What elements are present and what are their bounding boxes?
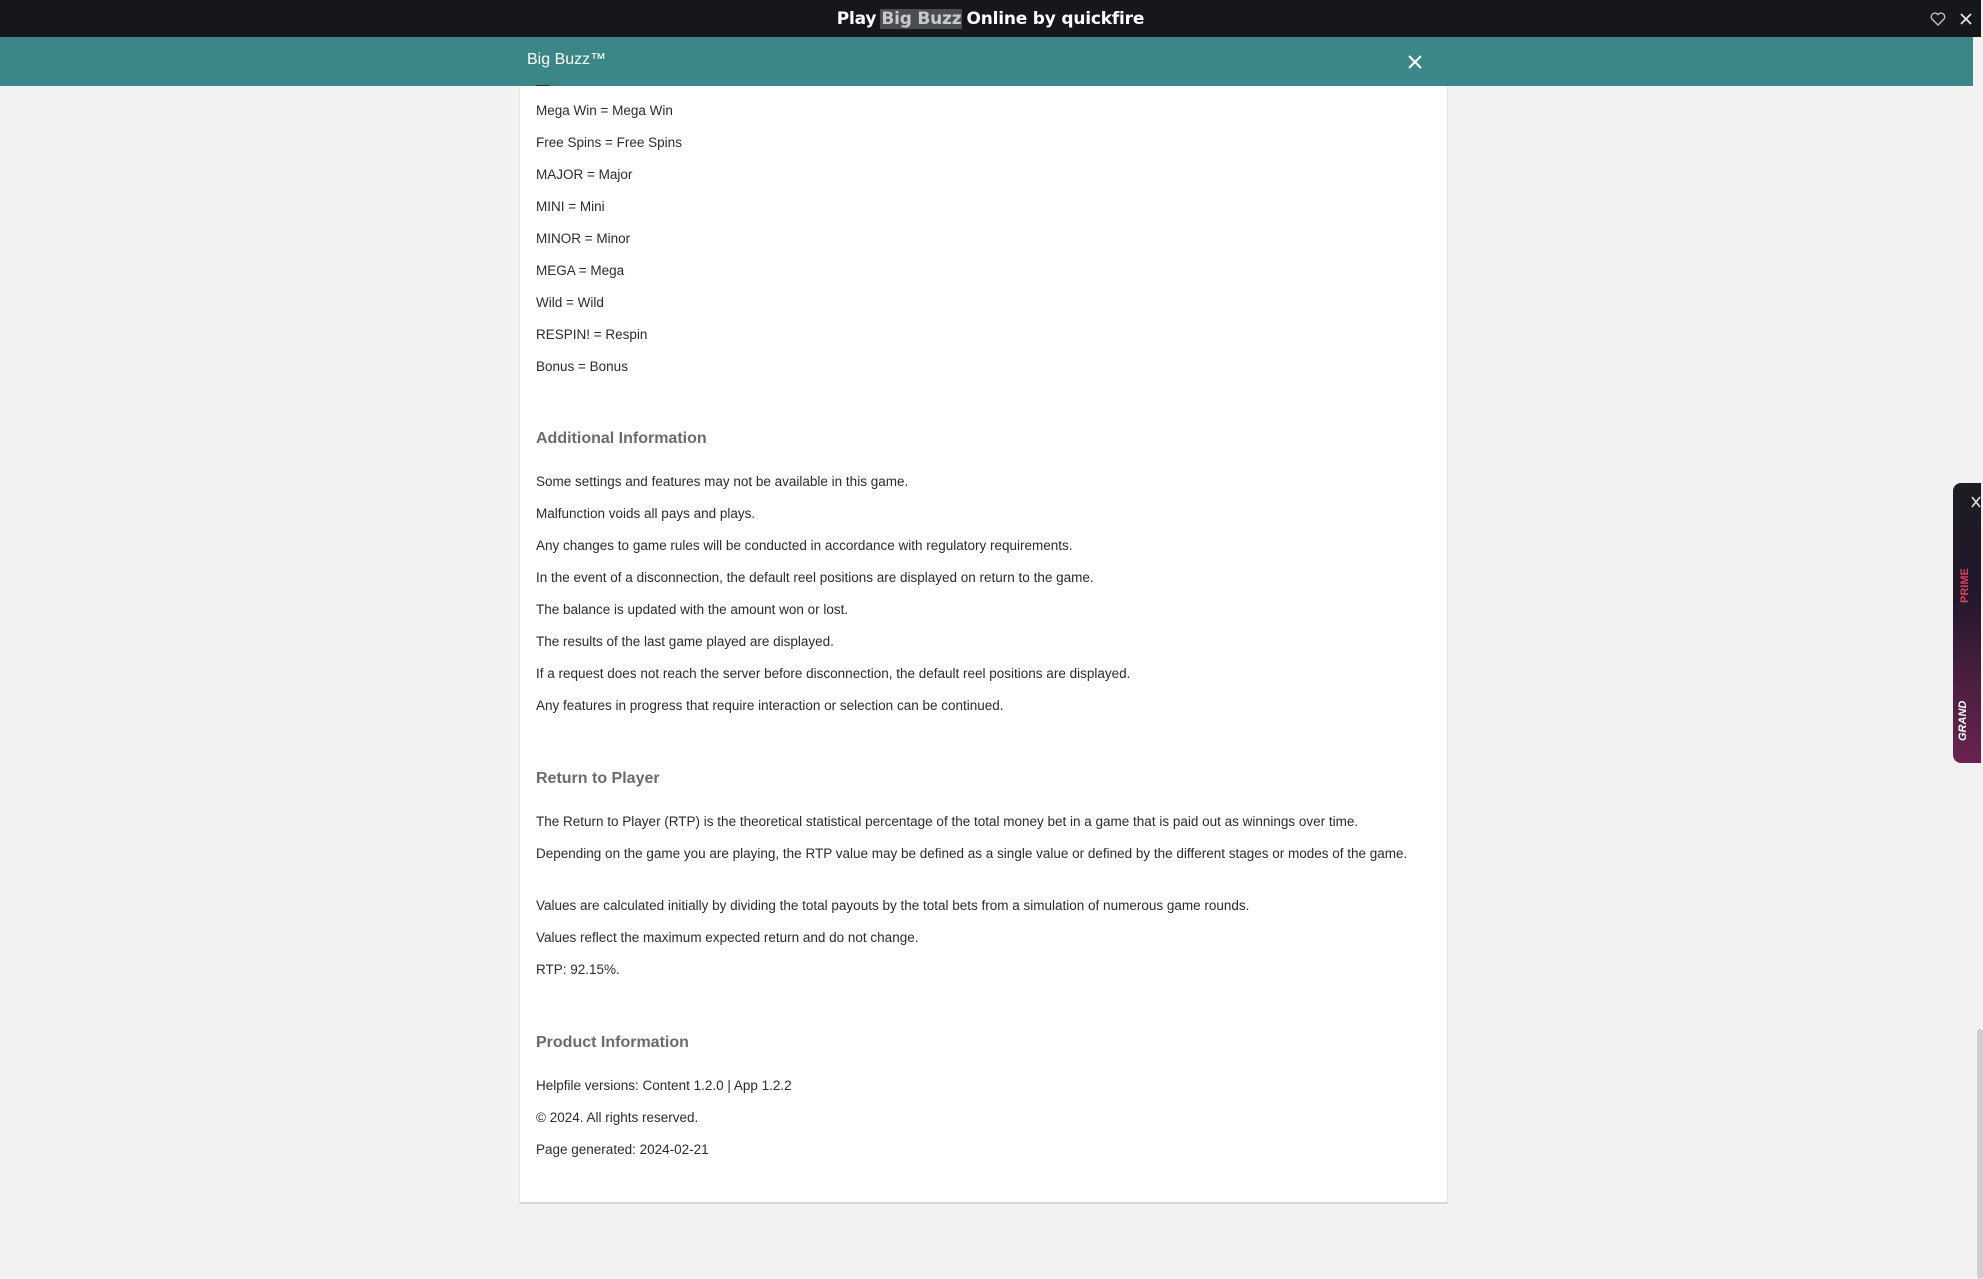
info-line: The balance is updated with the amount won or lost. <box>536 602 849 617</box>
symbol-item: MAJOR = Major <box>536 167 633 182</box>
rtp-line: Values reflect the maximum expected return and do not change. <box>536 930 919 945</box>
close-icon <box>1404 51 1426 73</box>
promo-text-top: PRIME <box>1959 568 1971 603</box>
chevron-close-icon[interactable] <box>1969 495 1983 509</box>
info-line: If a request does not reach the server before disconnection, the default reel positions are displayed. <box>536 666 1131 681</box>
rtp-line: Depending on the game you are playing, the RTP value may be defined as a single value or defined by the different stages or modes of the game. <box>536 846 1408 861</box>
topbar-actions <box>1925 0 1981 37</box>
rtp-line: The Return to Player (RTP) is the theoretical statistical percentage of the total money bet in a game that is paid out as winnings over time. <box>536 814 1359 829</box>
game-title: Big Buzz™ <box>527 51 607 68</box>
section-title-additional-information: Additional Information <box>536 430 707 447</box>
title-prefix: Play <box>836 8 877 29</box>
help-header <box>0 37 1973 86</box>
info-line: Malfunction voids all pays and plays. <box>536 506 756 521</box>
heart-icon[interactable] <box>1925 6 1951 32</box>
symbol-item: Wild = Wild <box>536 295 604 310</box>
help-content-card <box>519 77 1448 1204</box>
symbol-item: MINOR = Minor <box>536 231 631 246</box>
symbol-item: Bonus = Bonus <box>536 359 628 374</box>
symbol-item: MINI = Mini <box>536 199 605 214</box>
browser-title-bar <box>0 0 1981 37</box>
symbol-item: RESPIN! = Respin <box>536 327 648 342</box>
symbol-item: Mega Win = Mega Win <box>536 103 673 118</box>
info-line: The results of the last game played are displayed. <box>536 634 834 649</box>
info-line: Some settings and features may not be available in this game. <box>536 474 909 489</box>
info-line: In the event of a disconnection, the default reel positions are displayed on return to the game. <box>536 570 1094 585</box>
promo-text-bottom: GRAND <box>1957 700 1969 741</box>
close-icon[interactable] <box>1953 6 1979 32</box>
symbol-item: Free Spins = Free Spins <box>536 135 682 150</box>
side-promo-tab[interactable] <box>1953 483 1981 763</box>
symbol-item: MEGA = Mega <box>536 263 625 278</box>
info-line: Any features in progress that require interaction or selection can be continued. <box>536 698 1004 713</box>
product-line: Page generated: 2024-02-21 <box>536 1142 709 1157</box>
info-line: Any changes to game rules will be conducted in accordance with regulatory requirements. <box>536 538 1073 553</box>
section-title-return-to-player: Return to Player <box>536 770 660 787</box>
product-line: © 2024. All rights reserved. <box>536 1110 699 1125</box>
section-title-product-information: Product Information <box>536 1034 689 1051</box>
title-highlight: Big Buzz <box>881 8 962 29</box>
rtp-value: RTP: 92.15%. <box>536 962 620 977</box>
product-line: Helpfile versions: Content 1.2.0 | App 1.2.2 <box>536 1078 792 1093</box>
clipped-line: — <box>536 77 550 92</box>
title-suffix: Online by quickfire <box>966 8 1145 29</box>
close-help-button[interactable] <box>1404 51 1426 73</box>
scrollbar-thumb[interactable] <box>1977 1029 1983 1279</box>
rtp-line: Values are calculated initially by dividing the total payouts by the total bets from a simulation of numerous game rounds. <box>536 898 1250 913</box>
